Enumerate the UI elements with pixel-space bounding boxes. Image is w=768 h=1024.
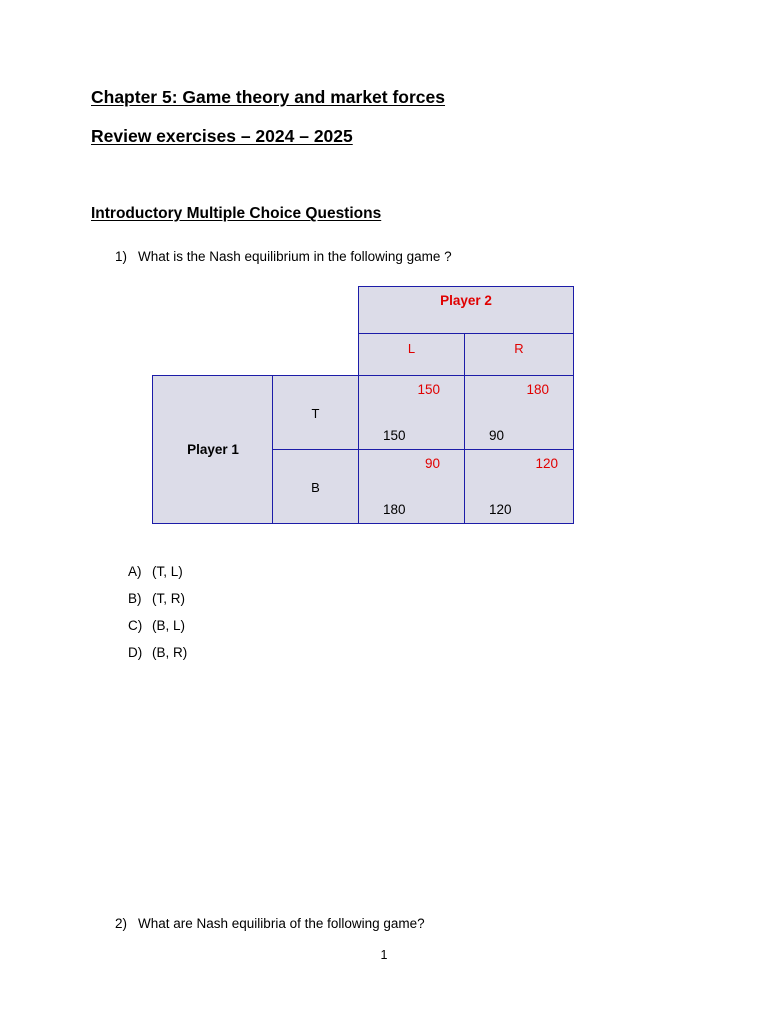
question-1-text: What is the Nash equilibrium in the following game ?: [138, 249, 452, 264]
player-2-label: Player 2: [440, 293, 492, 308]
payoff-cell-TR: [464, 375, 574, 451]
row-header-B: [272, 449, 359, 524]
player-2-header-cell: [358, 286, 574, 334]
option-c: [128, 618, 185, 633]
option-b-text: (T, R): [152, 591, 185, 606]
option-b-letter: B): [128, 591, 142, 606]
option-a-letter: A): [128, 564, 142, 579]
payoff-BR-player-2: 120: [535, 456, 558, 471]
question-2-text: What are Nash equilibria of the following game?: [138, 916, 425, 931]
question-1-number: 1): [115, 249, 128, 264]
question-2: [115, 916, 615, 934]
player-1-header-cell: [152, 375, 274, 524]
question-1: [115, 249, 615, 267]
option-b: [128, 591, 185, 606]
option-a: [128, 564, 183, 579]
payoff-cell-TL: [358, 375, 465, 451]
option-c-text: (B, L): [152, 618, 186, 633]
review-title: Review exercises – 2024 – 2025: [91, 126, 353, 146]
row-header-T: [272, 375, 359, 451]
payoff-TR-player-2: 180: [526, 382, 549, 397]
payoff-BL-player-2: 90: [424, 456, 440, 471]
column-header-L: [358, 333, 465, 377]
payoff-BL-player-1: 180: [383, 502, 406, 517]
column-label-R: R: [514, 341, 524, 356]
section-heading: Introductory Multiple Choice Questions: [91, 205, 382, 222]
page-number: 1: [380, 948, 388, 962]
column-label-L: L: [407, 341, 416, 356]
column-header-R: [464, 333, 574, 377]
payoff-BR-player-1: 120: [489, 502, 512, 517]
option-d-letter: D): [128, 645, 143, 660]
option-d-text: (B, R): [152, 645, 188, 660]
payoff-TL-player-2: 150: [417, 382, 440, 397]
option-d: [128, 645, 187, 660]
payoff-cell-BR: [464, 449, 574, 524]
payoff-TR-player-1: 90: [489, 428, 505, 443]
chapter-title: Chapter 5: Game theory and market forces: [91, 87, 446, 107]
row-label-T: T: [311, 406, 320, 421]
payoff-TL-player-1: 150: [383, 428, 406, 443]
payoff-cell-BL: [358, 449, 465, 524]
option-c-letter: C): [128, 618, 143, 633]
question-2-number: 2): [115, 916, 128, 931]
player-1-label: Player 1: [187, 442, 239, 457]
option-a-text: (T, L): [152, 564, 183, 579]
row-label-B: B: [311, 480, 320, 495]
